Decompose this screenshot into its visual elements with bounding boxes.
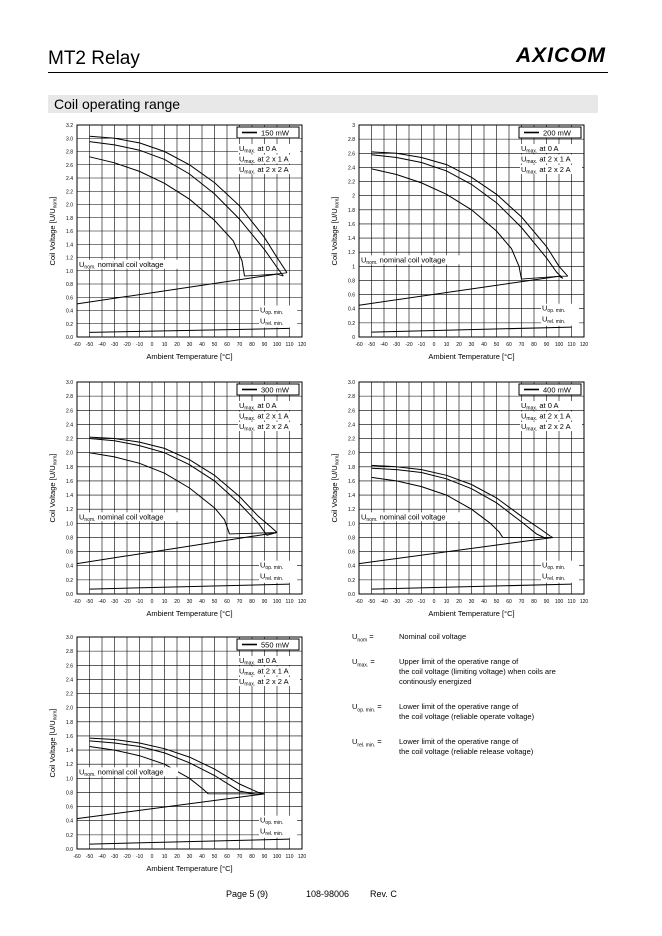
- y-tick-label: 0.8: [348, 278, 355, 285]
- x-tick-label: 50: [211, 854, 218, 860]
- x-tick-label: 80: [531, 599, 537, 605]
- x-tick-label: 50: [493, 599, 500, 605]
- y-tick-label: 2: [352, 193, 355, 200]
- label-unom: $U_{nom.}$ nominal coil voltage: [79, 767, 164, 778]
- y-tick-label: 2.8: [348, 137, 355, 144]
- document-number: 108-98006: [306, 889, 350, 899]
- y-tick-label: 2.4: [348, 422, 355, 429]
- y-tick-label: 2.6: [348, 408, 355, 415]
- x-tick-label: 90: [543, 342, 550, 348]
- y-tick-label: 1.4: [348, 493, 355, 500]
- x-tick-label: 70: [518, 342, 525, 348]
- series-line-2: [90, 453, 230, 534]
- series-group: [77, 738, 290, 844]
- x-tick-label: -50: [367, 342, 376, 348]
- label-umax-0a: $U_{max.}$ at 0 A: [239, 401, 277, 412]
- series-line-2: [372, 477, 503, 537]
- legend-symbol: $U_{op. min.}$ =: [352, 702, 382, 714]
- y-tick-label: 2.2: [66, 691, 73, 698]
- x-tick-label: -50: [367, 599, 376, 605]
- x-tick-label: 10: [443, 599, 450, 605]
- x-tick-label: 70: [236, 342, 243, 348]
- x-tick-label: 80: [249, 599, 255, 605]
- legend-label: 400 mW: [543, 385, 571, 395]
- legend-label: 300 mW: [261, 385, 289, 395]
- x-tick-label: -40: [380, 599, 388, 605]
- label-unom: $U_{nom.}$ nominal coil voltage: [361, 255, 446, 266]
- series-group: [359, 152, 572, 332]
- x-tick-label: -10: [135, 342, 144, 348]
- legend-label: 550 mW: [261, 640, 289, 650]
- x-tick-label: 20: [174, 342, 180, 348]
- y-tick-label: 2.2: [66, 436, 73, 443]
- y-tick-label: 2.6: [66, 162, 73, 169]
- y-tick-label: 2.2: [348, 436, 355, 443]
- y-tick-label: 2.4: [66, 176, 73, 182]
- series-line-3: [77, 794, 265, 819]
- label-uop: $U_{op. min.}$: [542, 303, 566, 315]
- x-tick-label: -10: [135, 599, 144, 605]
- y-tick-label: 0.8: [66, 282, 73, 288]
- y-tick-label: 0.6: [66, 549, 73, 556]
- x-tick-label: -10: [417, 342, 426, 348]
- y-tick-label: 1.0: [66, 521, 73, 528]
- label-umax-2a: $U_{max.}$ at 2 x 2 A: [521, 422, 571, 433]
- y-tick-label: 0.6: [66, 804, 73, 811]
- x-tick-label: 20: [174, 854, 180, 860]
- y-tick-label: 2.6: [66, 408, 73, 415]
- brand-logo: AXICOM: [516, 44, 606, 67]
- x-tick-label: 60: [506, 599, 512, 605]
- y-tick-label: 0.8: [348, 535, 355, 542]
- y-axis-label: Coil Voltage $[U/U_{nom}]$: [48, 453, 59, 523]
- label-umax-2a: $U_{max.}$ at 2 x 2 A: [239, 422, 289, 433]
- y-tick-label: 0.2: [66, 321, 73, 328]
- y-tick-label: 0.8: [66, 535, 73, 542]
- revision: Rev. C: [370, 889, 397, 899]
- x-tick-label: 0: [432, 342, 436, 348]
- y-tick-label: 0: [352, 335, 355, 341]
- x-tick-label: 110: [285, 599, 294, 605]
- x-tick-label: -20: [123, 599, 131, 605]
- y-tick-label: 2.8: [66, 149, 73, 156]
- y-tick-label: 1.4: [66, 748, 73, 755]
- x-tick-label: -60: [355, 342, 363, 348]
- y-tick-label: 3.0: [66, 635, 73, 641]
- label-urel: $U_{rel. min.}$: [542, 314, 566, 326]
- x-tick-label: 120: [579, 342, 589, 348]
- label-umax-2a: $U_{max.}$ at 2 x 2 A: [521, 165, 571, 176]
- y-tick-label: 0.4: [348, 563, 355, 570]
- x-tick-label: 30: [186, 854, 193, 860]
- y-tick-label: 3.0: [348, 380, 355, 386]
- label-umax-1a: $U_{max.}$ at 2 x 1 A: [239, 411, 289, 422]
- label-uop: $U_{op. min.}$: [260, 815, 284, 827]
- y-tick-label: 1.2: [348, 507, 355, 514]
- x-tick-label: 0: [150, 599, 154, 605]
- y-tick-label: 0.2: [348, 577, 355, 584]
- y-tick-label: 1.8: [66, 719, 73, 726]
- y-tick-label: 0.0: [66, 592, 73, 598]
- legend-label: 200 mW: [543, 128, 571, 138]
- y-axis-label: Coil Voltage $[U/U_{nom}]$: [48, 708, 59, 778]
- y-tick-label: 0.0: [66, 847, 73, 853]
- y-tick-label: 2.2: [348, 179, 355, 186]
- x-tick-label: 100: [272, 854, 282, 860]
- label-umax-2a: $U_{max.}$ at 2 x 2 A: [239, 165, 289, 176]
- y-axis-label: Coil Voltage $[U/U_{nom}]$: [330, 453, 341, 523]
- label-unom: $U_{nom.}$ nominal coil voltage: [361, 512, 446, 523]
- x-tick-label: 40: [199, 599, 205, 605]
- series-line-2: [90, 157, 245, 276]
- x-tick-label: -60: [73, 342, 81, 348]
- x-tick-label: -60: [73, 854, 81, 860]
- y-tick-label: 3.0: [66, 136, 73, 143]
- x-tick-label: 60: [224, 599, 230, 605]
- x-tick-label: -40: [98, 599, 106, 605]
- y-tick-label: 0.6: [348, 549, 355, 556]
- y-tick-label: 2.8: [66, 394, 73, 401]
- x-tick-label: -30: [110, 854, 119, 860]
- x-axis-label: Ambient Temperature [°C]: [146, 864, 233, 873]
- y-tick-label: 0.4: [66, 563, 73, 570]
- y-tick-label: 1.2: [66, 255, 73, 262]
- label-umax-0a: $U_{max.}$ at 0 A: [239, 656, 277, 667]
- x-tick-label: 100: [554, 599, 564, 605]
- x-tick-label: 120: [579, 599, 589, 605]
- label-umax-0a: $U_{max.}$ at 0 A: [521, 401, 559, 412]
- x-tick-label: 100: [272, 342, 282, 348]
- x-tick-label: 90: [261, 599, 268, 605]
- x-tick-label: 100: [554, 342, 564, 348]
- x-tick-label: 110: [567, 342, 576, 348]
- x-tick-label: 50: [493, 342, 500, 348]
- x-tick-label: 0: [150, 854, 154, 860]
- label-urel: $U_{rel. min.}$: [542, 571, 566, 583]
- x-tick-label: -50: [85, 342, 94, 348]
- series-line-3: [359, 538, 553, 564]
- label-uop: $U_{op. min.}$: [260, 560, 284, 572]
- y-tick-label: 1.8: [348, 207, 355, 214]
- x-tick-label: 30: [186, 342, 193, 348]
- y-tick-label: 1: [352, 264, 355, 271]
- y-tick-label: 1.2: [348, 250, 355, 257]
- y-tick-label: 2.6: [66, 663, 73, 670]
- x-tick-label: 10: [161, 599, 168, 605]
- legend-text: Upper limit of the operative range of the coil voltage (limiting voltage) when coils are continously energized: [399, 657, 556, 686]
- label-umax-1a: $U_{max.}$ at 2 x 1 A: [521, 411, 571, 422]
- x-tick-label: -20: [123, 342, 131, 348]
- x-tick-label: 120: [297, 854, 307, 860]
- y-axis-label: Coil Voltage $[U/U_{nom}]$: [48, 196, 59, 266]
- x-tick-label: 70: [236, 599, 243, 605]
- y-tick-label: 3.2: [66, 123, 73, 129]
- x-tick-label: 30: [468, 342, 475, 348]
- y-tick-label: 1.0: [348, 521, 355, 528]
- x-tick-label: 40: [199, 854, 205, 860]
- x-tick-label: -60: [73, 599, 81, 605]
- y-tick-label: 2.4: [348, 165, 355, 172]
- y-tick-label: 1.4: [66, 493, 73, 500]
- x-tick-label: -20: [405, 342, 413, 348]
- y-tick-label: 0.2: [348, 320, 355, 327]
- y-tick-label: 1.2: [66, 507, 73, 514]
- x-axis-label: Ambient Temperature [°C]: [428, 609, 515, 618]
- chart-200mw: [326, 118, 596, 370]
- y-tick-label: 1.6: [348, 221, 355, 228]
- x-tick-label: 10: [443, 342, 450, 348]
- x-tick-label: 30: [468, 599, 475, 605]
- x-tick-label: -30: [110, 599, 119, 605]
- page-number: Page 5 (9): [226, 889, 269, 899]
- chart-svg: [326, 118, 596, 370]
- label-umax-1a: $U_{max.}$ at 2 x 1 A: [239, 154, 289, 165]
- x-tick-label: 10: [161, 854, 168, 860]
- x-tick-label: 70: [518, 599, 525, 605]
- y-tick-label: 1.4: [348, 236, 355, 243]
- y-tick-label: 0.6: [348, 292, 355, 299]
- y-tick-label: 2.0: [66, 202, 73, 209]
- legend-text: Nominal coil voltage: [399, 632, 467, 641]
- label-umax-1a: $U_{max.}$ at 2 x 1 A: [521, 154, 571, 165]
- y-tick-label: 0.0: [348, 592, 355, 598]
- chart-150mw: [44, 118, 314, 370]
- x-tick-label: -50: [85, 599, 94, 605]
- x-tick-label: -30: [110, 342, 119, 348]
- y-tick-label: 2.8: [66, 649, 73, 656]
- series-group: [359, 465, 572, 589]
- legend-text: Lower limit of the operative range of the coil voltage (reliable release voltage): [399, 737, 534, 756]
- label-urel: $U_{rel. min.}$: [260, 826, 284, 838]
- y-tick-label: 2.6: [348, 151, 355, 158]
- legend-symbol: $U_{max.}$ =: [352, 657, 375, 669]
- x-tick-label: -50: [85, 854, 94, 860]
- y-tick-label: 1.2: [66, 762, 73, 769]
- x-tick-label: -30: [392, 342, 401, 348]
- x-tick-label: 0: [432, 599, 436, 605]
- y-tick-label: 1.0: [66, 776, 73, 783]
- legend-symbol: $U_{nom}$ =: [352, 632, 374, 644]
- x-tick-label: 60: [224, 342, 230, 348]
- x-tick-label: -60: [355, 599, 363, 605]
- x-axis-label: Ambient Temperature [°C]: [428, 352, 515, 361]
- x-tick-label: 90: [261, 854, 268, 860]
- legend-text: Lower limit of the operative range of the coil voltage (reliable operate voltage): [399, 702, 535, 721]
- y-tick-label: 1.0: [66, 268, 73, 275]
- chart-svg: [44, 630, 314, 882]
- x-tick-label: 120: [297, 342, 307, 348]
- label-unom: $U_{nom.}$ nominal coil voltage: [79, 512, 164, 523]
- x-tick-label: 110: [567, 599, 576, 605]
- y-tick-label: 0.4: [66, 308, 73, 315]
- x-tick-label: -10: [135, 854, 144, 860]
- y-tick-label: 2.0: [66, 705, 73, 712]
- chart-300mw: [44, 375, 314, 627]
- x-tick-label: 40: [481, 342, 487, 348]
- x-tick-label: -10: [417, 599, 426, 605]
- label-uop: $U_{op. min.}$: [260, 305, 284, 316]
- y-tick-label: 0.2: [66, 577, 73, 584]
- chart-svg: [44, 118, 314, 370]
- series-line-0: [372, 465, 551, 536]
- y-tick-label: 1.6: [348, 478, 355, 485]
- y-tick-label: 3.0: [66, 380, 73, 386]
- page-title: MT2 Relay: [48, 48, 140, 69]
- label-umax-0a: $U_{max.}$ at 0 A: [521, 144, 559, 155]
- label-umax-1a: $U_{max.}$ at 2 x 1 A: [239, 666, 289, 677]
- x-tick-label: 20: [456, 342, 462, 348]
- x-tick-label: 80: [249, 342, 255, 348]
- x-tick-label: 20: [456, 599, 462, 605]
- x-axis-label: Ambient Temperature [°C]: [146, 352, 233, 361]
- chart-svg: [44, 375, 314, 627]
- x-tick-label: -30: [392, 599, 401, 605]
- y-tick-label: 1.8: [66, 464, 73, 471]
- x-tick-label: 110: [285, 342, 294, 348]
- chart-550mw: [44, 630, 314, 882]
- y-tick-label: 1.4: [66, 242, 73, 249]
- x-tick-label: 100: [272, 599, 282, 605]
- y-tick-label: 2.2: [66, 189, 73, 196]
- x-tick-label: 60: [224, 854, 230, 860]
- x-tick-label: 0: [150, 342, 154, 348]
- x-tick-label: 20: [174, 599, 180, 605]
- x-tick-label: 90: [543, 599, 550, 605]
- x-tick-label: 30: [186, 599, 193, 605]
- x-axis-label: Ambient Temperature [°C]: [146, 609, 233, 618]
- x-tick-label: 80: [531, 342, 537, 348]
- label-urel: $U_{rel. min.}$: [260, 571, 284, 583]
- x-tick-label: 60: [506, 342, 512, 348]
- label-urel: $U_{rel. min.}$: [260, 316, 284, 327]
- x-tick-label: 80: [249, 854, 255, 860]
- legend-label: 150 mW: [261, 128, 289, 138]
- x-tick-label: 10: [161, 342, 168, 348]
- x-tick-label: 40: [481, 599, 487, 605]
- x-tick-label: 50: [211, 342, 218, 348]
- legend-symbol: $U_{rel. min.}$ =: [352, 737, 382, 749]
- y-tick-label: 0.4: [66, 818, 73, 825]
- x-tick-label: -40: [380, 342, 388, 348]
- x-tick-label: 50: [211, 599, 218, 605]
- x-tick-label: -40: [98, 854, 106, 860]
- y-axis-label: Coil Voltage $[U/U_{nom}]$: [330, 196, 341, 266]
- x-tick-label: 120: [297, 599, 307, 605]
- y-tick-label: 2.8: [348, 394, 355, 401]
- y-tick-label: 0.6: [66, 295, 73, 302]
- y-tick-label: 2.0: [348, 450, 355, 457]
- y-tick-label: 1.6: [66, 229, 73, 235]
- label-uop: $U_{op. min.}$: [542, 560, 566, 572]
- x-tick-label: -40: [98, 342, 106, 348]
- y-tick-label: 2.4: [66, 677, 73, 684]
- label-umax-0a: $U_{max.}$ at 0 A: [239, 144, 277, 155]
- x-tick-label: 90: [261, 342, 268, 348]
- label-umax-2a: $U_{max.}$ at 2 x 2 A: [239, 677, 289, 688]
- series-line-1: [372, 468, 545, 537]
- x-tick-label: 70: [236, 854, 243, 860]
- y-tick-label: 2.0: [66, 450, 73, 457]
- y-tick-label: 1.6: [66, 478, 73, 485]
- header-divider: [48, 72, 608, 73]
- y-tick-label: 3: [352, 123, 355, 129]
- y-tick-label: 1.6: [66, 733, 73, 740]
- label-unom: $U_{nom.}$ nominal coil voltage: [79, 259, 164, 271]
- y-tick-label: 2.4: [66, 422, 73, 429]
- section-title: Coil operating range: [48, 95, 598, 113]
- y-tick-label: 0.0: [66, 335, 73, 341]
- y-tick-label: 1.8: [66, 215, 73, 222]
- x-tick-label: -20: [123, 854, 131, 860]
- x-tick-label: 40: [199, 342, 205, 348]
- y-tick-label: 1.8: [348, 464, 355, 471]
- x-tick-label: -20: [405, 599, 413, 605]
- chart-400mw: [326, 375, 596, 627]
- chart-svg: [326, 375, 596, 627]
- y-tick-label: 0.4: [348, 306, 355, 313]
- y-tick-label: 0.8: [66, 790, 73, 797]
- x-tick-label: 110: [285, 854, 294, 860]
- y-tick-label: 0.2: [66, 832, 73, 839]
